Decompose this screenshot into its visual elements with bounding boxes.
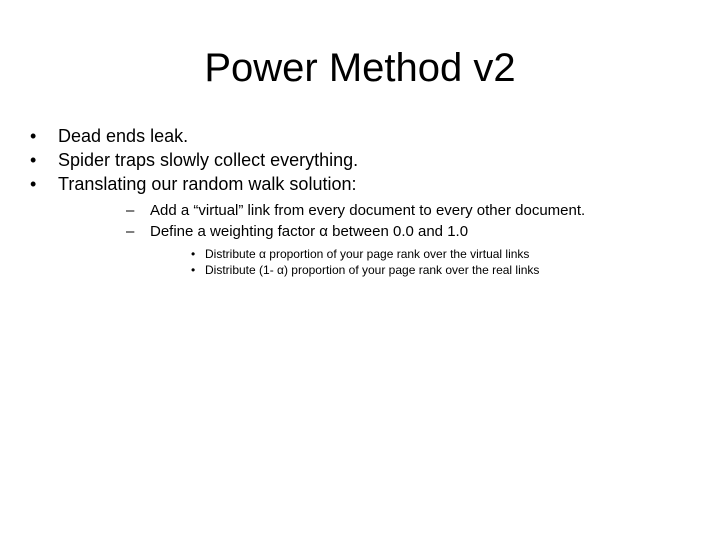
bullet-icon: • xyxy=(30,174,37,194)
sub-bullet-item xyxy=(30,200,700,221)
bullet-icon: • xyxy=(30,126,37,146)
sub-bullet-list xyxy=(30,200,700,242)
sub-sub-bullet-item xyxy=(30,246,700,262)
bullet-text: Dead ends leak. xyxy=(58,126,189,146)
sub-sub-bullet-text: Distribute α proportion of your page rank over the virtual links xyxy=(205,247,530,261)
sub-bullet-item xyxy=(30,221,700,242)
bullet-icon: • xyxy=(30,150,37,170)
dash-icon: – xyxy=(126,202,135,219)
sub-sub-bullet-item xyxy=(30,262,700,278)
sub-bullet-text: Add a “virtual” link from every document to every other document. xyxy=(150,202,586,219)
bullet-text: Translating our random walk solution: xyxy=(58,174,357,194)
dash-icon: – xyxy=(126,223,135,240)
sub-sub-bullet-list xyxy=(30,246,700,278)
sub-sub-bullet-text: Distribute (1- α) proportion of your page rank over the real links xyxy=(205,263,540,277)
bullet-item xyxy=(30,124,700,148)
slide-title: Power Method v2 xyxy=(204,46,516,90)
bullet-icon: • xyxy=(191,263,196,277)
bullet-icon: • xyxy=(191,247,196,261)
bullet-item xyxy=(30,148,700,172)
sub-bullet-text: Define a weighting factor α between 0.0 and 1.0 xyxy=(150,223,469,240)
bullet-item xyxy=(30,172,700,196)
slide-body xyxy=(30,124,700,278)
bullet-text: Spider traps slowly collect everything. xyxy=(58,150,359,170)
